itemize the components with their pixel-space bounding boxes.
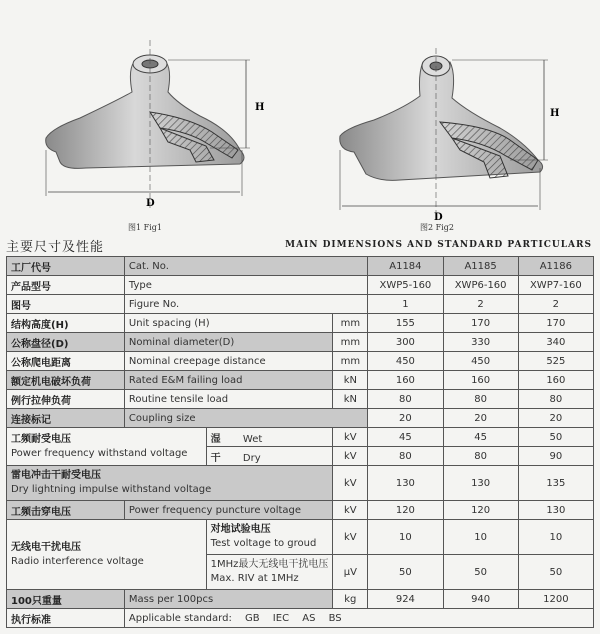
table-cell: 45 [443, 428, 518, 447]
unit: kg [333, 590, 368, 609]
table-cell: 10 [518, 520, 593, 555]
spacing-cn: 结构高度(H) [7, 314, 125, 333]
em-load-cn: 额定机电破坏负荷 [7, 371, 125, 390]
unit: kV [333, 428, 368, 447]
standard-cn: 执行标准 [7, 609, 125, 628]
table-cell: 10 [443, 520, 518, 555]
standard-item: AS [302, 612, 316, 624]
unit: mm [333, 314, 368, 333]
table-cell: A1186 [518, 257, 593, 276]
figures-area [0, 0, 600, 238]
pf-wet-en: Wet [242, 433, 263, 445]
table-row [7, 428, 594, 447]
diameter-cn: 公称盘径(D) [7, 333, 125, 352]
table-cell: 120 [443, 501, 518, 520]
riv-max-label [206, 555, 333, 590]
unit: kV [333, 520, 368, 555]
table-cell: 80 [368, 447, 443, 466]
table-row [7, 409, 594, 428]
section-title-en: MAIN DIMENSIONS AND STANDARD PARTICULARS [285, 240, 592, 250]
table-cell: 1200 [518, 590, 593, 609]
standard-item: IEC [272, 612, 290, 624]
figure-2-insulator [340, 48, 548, 214]
table-cell: 80 [443, 447, 518, 466]
table-cell: 2 [518, 295, 593, 314]
table-cell: 130 [368, 466, 443, 501]
table-cell: XWP5-160 [368, 276, 443, 295]
table-cell: A1184 [368, 257, 443, 276]
table-cell: 50 [443, 555, 518, 590]
pf-wet-cn: 湿 [210, 433, 221, 445]
table-cell: 160 [368, 371, 443, 390]
fig2-d-label: D [434, 212, 443, 223]
mass-cn: 100只重量 [7, 590, 125, 609]
pf-withstand-label [7, 428, 207, 466]
table-cell: 330 [443, 333, 518, 352]
table-row [7, 333, 594, 352]
unit: mm [333, 352, 368, 371]
fig2-h-label: H [550, 108, 560, 119]
riv-test-en: Test voltage to groud [210, 538, 317, 549]
riv-max-cn: 1MHz最大无线电干扰电压 [210, 559, 329, 570]
riv-test-label [206, 520, 333, 555]
table-cell: 450 [443, 352, 518, 371]
pf-withstand-en: Power frequency withstand voltage [11, 447, 188, 459]
table-cell: 130 [518, 501, 593, 520]
fig1-caption: 图1 Fig1 [128, 223, 162, 232]
table-cell: 924 [368, 590, 443, 609]
coupling-cn: 连接标记 [7, 409, 125, 428]
table-cell: 120 [368, 501, 443, 520]
table-row [7, 520, 594, 555]
fig2-caption: 图2 Fig2 [420, 223, 454, 232]
unit: kV [333, 447, 368, 466]
cat-no-en: Cat. No. [124, 257, 367, 276]
pf-dry-en: Dry [242, 452, 261, 464]
standard-item: GB [245, 612, 260, 624]
diameter-en: Nominal diameter(D) [124, 333, 333, 352]
creepage-en: Nominal creepage distance [124, 352, 333, 371]
standard-list [124, 609, 593, 628]
table-cell: 135 [518, 466, 593, 501]
riv-cn: 无线电干扰电压 [11, 541, 81, 553]
puncture-en: Power frequency puncture voltage [124, 501, 333, 520]
table-cell: XWP6-160 [443, 276, 518, 295]
pf-wet-label [206, 428, 333, 447]
type-cn: 产品型号 [7, 276, 125, 295]
figure-en: Figure No. [124, 295, 367, 314]
table-cell: 170 [518, 314, 593, 333]
table-cell: 940 [443, 590, 518, 609]
table-row [7, 314, 594, 333]
table-row [7, 590, 594, 609]
impulse-cn: 雷电冲击干耐受电压 [11, 470, 101, 481]
table-cell: 50 [368, 555, 443, 590]
standard-item: BS [328, 612, 342, 624]
fig1-h-label: H [255, 102, 265, 113]
riv-label [7, 520, 207, 590]
table-row [7, 295, 594, 314]
creepage-cn: 公称爬电距离 [7, 352, 125, 371]
pf-dry-label [206, 447, 333, 466]
section-title-cn: 主要尺寸及性能 [6, 240, 105, 255]
table-cell: 80 [518, 390, 593, 409]
unit: μV [333, 555, 368, 590]
table-row [7, 276, 594, 295]
unit: mm [333, 333, 368, 352]
table-cell: 160 [518, 371, 593, 390]
spacing-en: Unit spacing (H) [124, 314, 333, 333]
cat-no-cn: 工厂代号 [7, 257, 125, 276]
table-cell: 170 [443, 314, 518, 333]
table-cell: 300 [368, 333, 443, 352]
table-cell: 340 [518, 333, 593, 352]
table-cell: 80 [368, 390, 443, 409]
table-cell: 90 [518, 447, 593, 466]
tensile-cn: 例行拉伸负荷 [7, 390, 125, 409]
figure-1-insulator [46, 40, 250, 210]
table-row [7, 501, 594, 520]
impulse-label [7, 466, 333, 501]
table-row [7, 466, 594, 501]
table-cell: 20 [368, 409, 443, 428]
table-cell: 525 [518, 352, 593, 371]
tensile-en: Routine tensile load [124, 390, 333, 409]
table-cell: 80 [443, 390, 518, 409]
table-cell: 450 [368, 352, 443, 371]
pf-dry-cn: 干 [210, 452, 221, 464]
puncture-cn: 工频击穿电压 [7, 501, 125, 520]
table-cell: 130 [443, 466, 518, 501]
table-cell: 2 [443, 295, 518, 314]
table-row [7, 390, 594, 409]
table-cell: 45 [368, 428, 443, 447]
type-en: Type [124, 276, 367, 295]
standard-en: Applicable standard: [128, 612, 232, 624]
table-cell: 50 [518, 428, 593, 447]
table-cell: 20 [443, 409, 518, 428]
table-row [7, 257, 594, 276]
pf-withstand-cn: 工频耐受电压 [11, 433, 71, 445]
em-load-en: Rated E&M failing load [124, 371, 333, 390]
insulator-drawings [0, 0, 600, 238]
mass-en: Mass per 100pcs [124, 590, 333, 609]
riv-en: Radio interference voltage [11, 555, 144, 567]
unit: kN [333, 390, 368, 409]
spec-table [6, 256, 594, 628]
unit: kN [333, 371, 368, 390]
table-cell: 155 [368, 314, 443, 333]
table-cell: 1 [368, 295, 443, 314]
table-cell: 50 [518, 555, 593, 590]
figure-cn: 图号 [7, 295, 125, 314]
coupling-en: Coupling size [124, 409, 367, 428]
riv-test-cn: 对地试验电压 [210, 524, 271, 535]
table-row [7, 609, 594, 628]
riv-max-en: Max. RIV at 1MHz [210, 573, 299, 584]
table-cell: XWP7-160 [518, 276, 593, 295]
table-row [7, 371, 594, 390]
table-cell: A1185 [443, 257, 518, 276]
fig1-d-label: D [146, 198, 155, 209]
table-cell: 20 [518, 409, 593, 428]
table-cell: 160 [443, 371, 518, 390]
table-cell: 10 [368, 520, 443, 555]
unit: kV [333, 501, 368, 520]
impulse-en: Dry lightning impulse withstand voltage [11, 484, 212, 495]
unit: kV [333, 466, 368, 501]
table-row [7, 352, 594, 371]
